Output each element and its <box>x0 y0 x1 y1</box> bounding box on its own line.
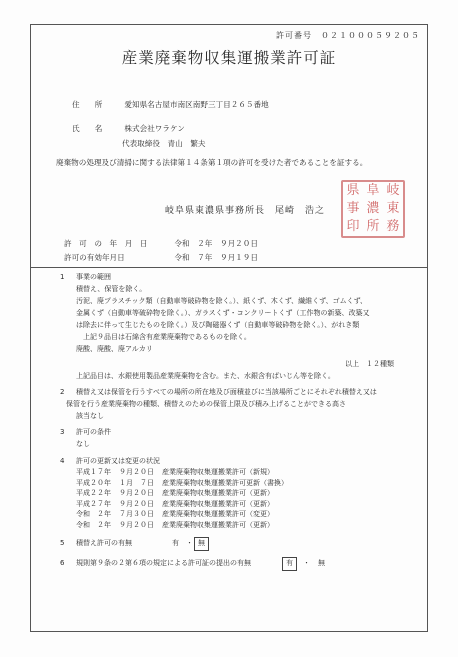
section-heading: 事業の範囲 <box>76 273 111 281</box>
expiry-date-label: 許可の有効年月日 <box>64 253 125 262</box>
expiry-date-value: 令和 ７年 ９月１９日 <box>174 253 258 262</box>
address-value: 愛知県名古屋市南区南野三丁目２６５番地 <box>124 100 269 109</box>
section-transfer-permit: 5 積替え許可の有無 有 ・ 無 <box>60 538 260 552</box>
expiry-date-row <box>64 252 258 263</box>
category-count: 以上 １２種類 <box>345 360 394 368</box>
representative: 代表取締役 青山 繁夫 <box>122 139 206 148</box>
document-title: 産業廃棄物収集運搬業許可証 <box>121 49 337 67</box>
permit-date-value: 令和 ２年 ９月２０日 <box>174 239 258 248</box>
selected-option: 有 <box>282 557 297 571</box>
table-row: 平成２０年 １月 ７日 産業廃棄物収集運搬業許可更新（書換） <box>76 478 288 487</box>
table-row: 令和 ２年 ７月３０日 産業廃棄物収集運搬業許可（変更） <box>76 510 274 518</box>
section-renewal-history: 4 許可の更新又は変更の状況 平成１７年 ９月２０日 産業廃棄物収集運搬業許可（新規） 平成２０年 １月 ７日 産業廃棄物収集運搬業許可更新（書換） 平成２２年 ９月２０日 産業廃棄物収集運搬業許可（更新） 平成２７年 ９月２０日 産業廃棄物収集運搬業許可（更新） 令和 ２年 ７月３０日 産業廃棄物収集運搬業許可（変更） 令和 ２年 ９月２０日 産業廃棄物収集運搬業許可（更新） <box>60 456 410 536</box>
permit-date-row <box>64 238 258 249</box>
certification-statement: 廃棄物の処理及び清掃に関する法律第１４条第１項の許可を受けた者であることを証する。 <box>56 158 368 167</box>
section-submission: 6 規則第９条の２第６項の規定による許可証の提出の有無 有 ・ 無 <box>60 558 360 572</box>
section-business-scope: 1 事業の範囲 積替え、保管を除く。 汚泥、廃プラスチック類（自動車等破砕物を除く。）、紙くず、木くず、繊維くず、ゴムくず、 金属くず（自動車等破砕物を除く。）、ガラスくず・コンクリートくず（工作物の新築、改築又 は除去に伴って生じたものを除く。）及び陶磁器くず（自動車等破砕物を除く。）、がれき類 上記９品目は石綿含有産業廃棄物であるものを除く。 廃酸、廃酸、廃アルカリ 以上 １２種類 上記品目は、水銀使用製品産業廃棄物を含む。また、水銀含有ばいじん等を除く。 <box>60 273 394 380</box>
table-row: 令和 ２年 ９月２０日 産業廃棄物収集運搬業許可（更新） <box>76 520 274 529</box>
issuing-authority: 岐阜県東濃県事務所長 尾崎 浩之 <box>165 206 326 216</box>
name-label: 氏 名 <box>72 124 103 133</box>
official-seal: 県 阜 岐 事 濃 東 印 所 務 <box>341 180 405 238</box>
address-row <box>72 99 269 110</box>
company-name: 株式会社ワラケン <box>124 124 185 133</box>
divider <box>30 267 428 268</box>
permit-date-label: 許 可 の 年 月 日 <box>64 239 148 248</box>
renewal-history-table <box>76 467 296 530</box>
address-label: 住 所 <box>72 100 103 109</box>
selected-option: 無 <box>194 537 209 551</box>
section-storage: 2 積替え又は保管を行うすべての場所の所在地及び面積並びに当該場所ごとにそれぞれ積替え又は 保管を行う産業廃棄物の種類、積替えのための保管上限及び積み上げることができる高さ 該当なし <box>60 388 377 420</box>
permit-number: 許可番号 ０２１０００５９２０５ <box>276 31 420 40</box>
table-row: 平成１７年 ９月２０日 産業廃棄物収集運搬業許可（新規） <box>76 468 274 476</box>
table-row: 平成２２年 ９月２０日 産業廃棄物収集運搬業許可（更新） <box>76 489 274 497</box>
name-row <box>72 123 185 134</box>
table-row: 平成２７年 ９月２０日 産業廃棄物収集運搬業許可（更新） <box>76 499 274 508</box>
section-conditions: 3 許可の条件 なし <box>60 428 111 448</box>
